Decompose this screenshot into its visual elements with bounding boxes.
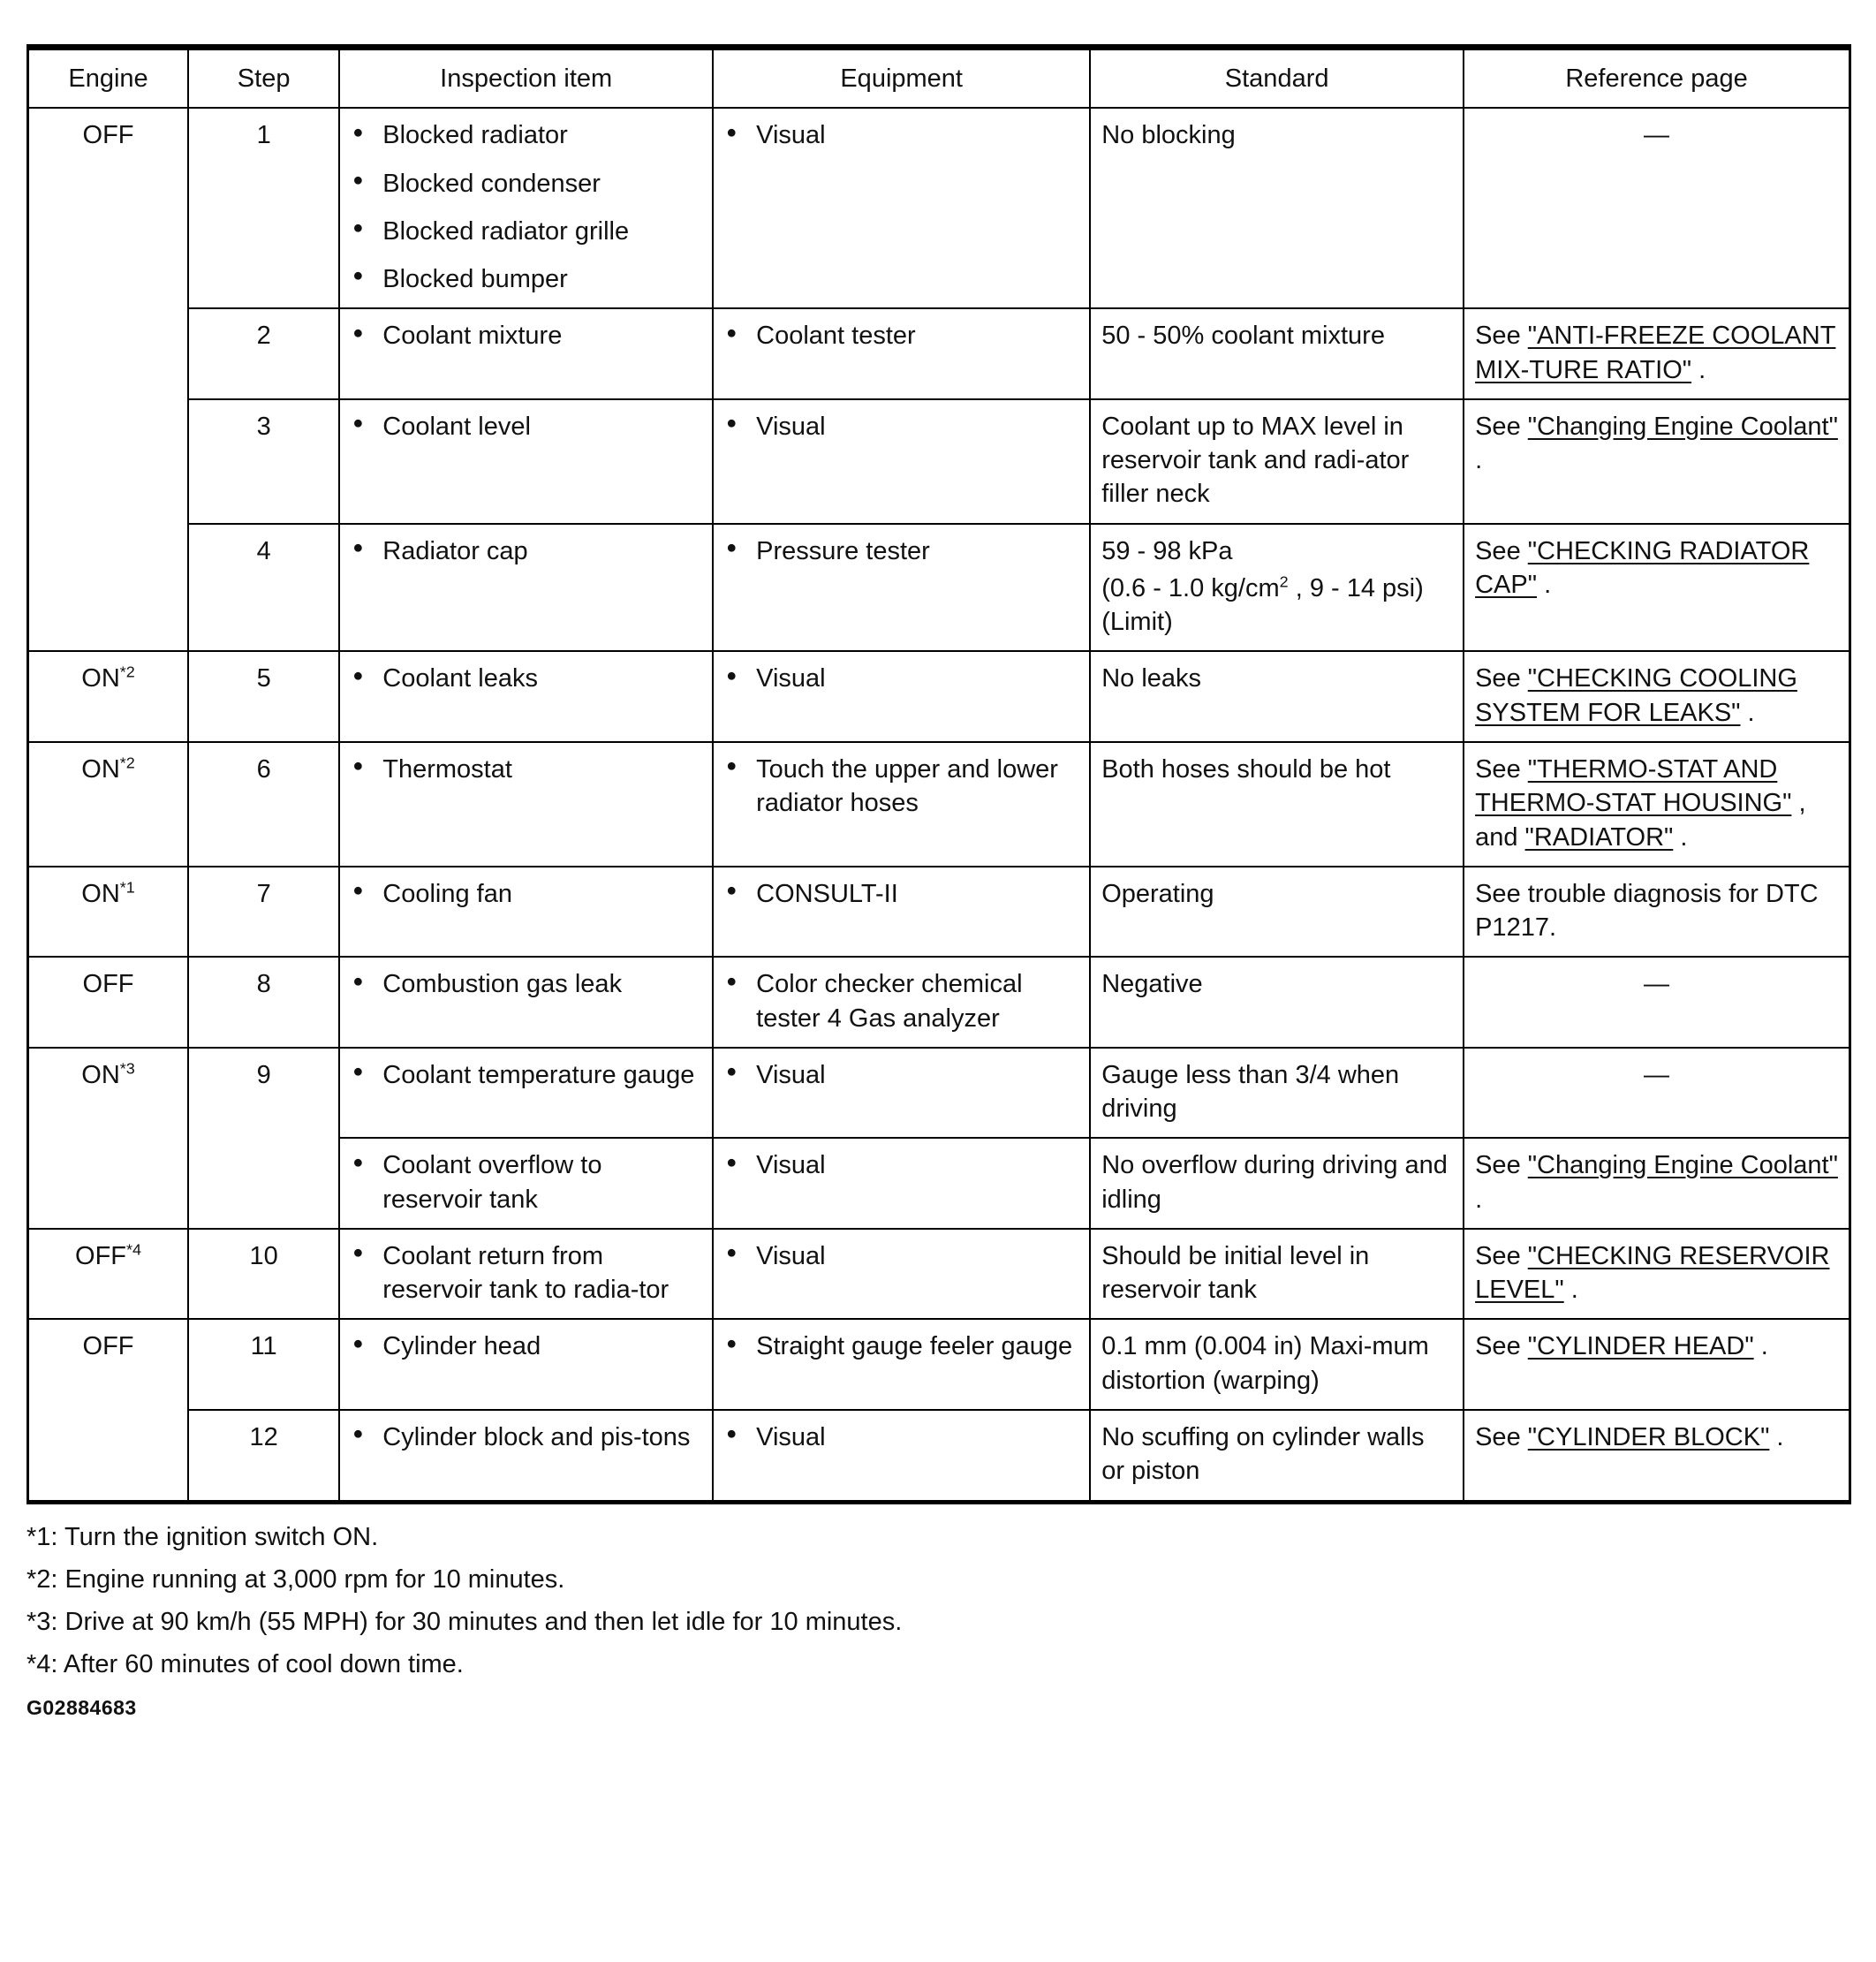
reference-cell xyxy=(1464,1229,1850,1320)
equipment-cell xyxy=(713,1410,1090,1502)
engine-state-cell xyxy=(28,742,189,867)
standard-cell: Negative xyxy=(1090,957,1464,1048)
inspection-item-cell xyxy=(339,1048,713,1139)
superscript: 2 xyxy=(1279,572,1289,591)
reference-cell xyxy=(1464,1319,1850,1410)
inspection-item-cell xyxy=(339,1319,713,1410)
table-row xyxy=(28,867,1850,958)
reference-link[interactable]: "Changing Engine Coolant" xyxy=(1527,1151,1838,1180)
reference-suffix: . xyxy=(1673,822,1688,852)
equipment-cell xyxy=(713,867,1090,958)
standard-cell: No leaks xyxy=(1090,651,1464,742)
engine-footnote-marker: *3 xyxy=(119,1059,135,1078)
inspection-item-cell xyxy=(339,1138,713,1229)
reference-suffix: . xyxy=(1769,1422,1784,1451)
standard-cell: No overflow during driving and idling xyxy=(1090,1138,1464,1229)
step-cell: 8 xyxy=(188,957,339,1048)
engine-state: ON xyxy=(81,664,120,693)
engine-state-cell xyxy=(28,957,189,1048)
inspection-item-cell xyxy=(339,108,713,308)
table-row xyxy=(28,399,1850,524)
standard-cell: Gauge less than 3/4 when driving xyxy=(1090,1048,1464,1139)
step-cell: 11 xyxy=(188,1319,339,1410)
reference-suffix: . xyxy=(1753,1332,1768,1361)
inspection-item: ● Cooling fan xyxy=(351,877,701,911)
inspection-table xyxy=(26,44,1851,1504)
footnote: *4: After 60 minutes of cool down time. xyxy=(26,1650,464,1679)
engine-state-cell xyxy=(28,1319,189,1502)
inspection-item-cell xyxy=(339,1229,713,1320)
reference-link[interactable]: "CHECKING COOLING SYSTEM FOR LEAKS" xyxy=(1475,664,1797,727)
reference-prefix: See xyxy=(1475,1422,1528,1451)
inspection-item: ● Coolant leaks xyxy=(351,662,701,695)
engine-footnote-marker: *1 xyxy=(119,878,135,897)
engine-state: ON xyxy=(81,879,120,908)
standard-cell: Operating xyxy=(1090,867,1464,958)
reference-cell xyxy=(1464,399,1850,524)
equipment-cell xyxy=(713,399,1090,524)
reference-suffix: . xyxy=(1691,355,1706,384)
column-header-engine: Engine xyxy=(28,48,189,109)
table-row xyxy=(28,108,1850,308)
equipment-cell xyxy=(713,742,1090,867)
reference-link[interactable]: "CHECKING RESERVOIR LEVEL" xyxy=(1475,1241,1830,1305)
inspection-item-cell xyxy=(339,651,713,742)
standard-cell: Both hoses should be hot xyxy=(1090,742,1464,867)
step-cell: 5 xyxy=(188,651,339,742)
engine-footnote-marker: *4 xyxy=(126,1240,142,1259)
reference-cell xyxy=(1464,651,1850,742)
inspection-item-cell xyxy=(339,399,713,524)
standard-cell: 50 - 50% coolant mixture xyxy=(1090,308,1464,399)
table-row xyxy=(28,651,1850,742)
reference-cell: — xyxy=(1464,108,1850,308)
equipment-item: ● CONSULT-II xyxy=(724,877,1078,911)
reference-joiner: , and xyxy=(1475,789,1806,852)
equipment-item: ● Touch the upper and lower radiator hoses xyxy=(724,753,1078,821)
standard-cell: No scuffing on cylinder walls or piston xyxy=(1090,1410,1464,1502)
equipment-item: ● Visual xyxy=(724,662,1078,695)
inspection-item: ● Thermostat xyxy=(351,753,701,786)
engine-state: ON xyxy=(81,754,120,784)
inspection-item: ● Cylinder block and pis-tons xyxy=(351,1420,701,1454)
reference-link[interactable]: "RADIATOR" xyxy=(1524,822,1674,852)
engine-state-cell xyxy=(28,651,189,742)
table-row xyxy=(28,308,1850,399)
engine-state: OFF xyxy=(75,1241,127,1270)
step-cell: 9 xyxy=(188,1048,339,1229)
reference-prefix: See xyxy=(1475,1332,1528,1361)
reference-link[interactable]: "Changing Engine Coolant" xyxy=(1527,412,1838,441)
table-row xyxy=(28,1229,1850,1320)
equipment-cell xyxy=(713,1048,1090,1139)
reference-prefix: See xyxy=(1475,322,1528,351)
step-cell: 4 xyxy=(188,524,339,652)
step-cell: 2 xyxy=(188,308,339,399)
engine-footnote-marker: *2 xyxy=(119,663,135,681)
engine-state: OFF xyxy=(82,1332,134,1361)
standard-line: 59 - 98 kPa xyxy=(1101,536,1233,565)
reference-suffix: . xyxy=(1740,698,1755,727)
footnote: *3: Drive at 90 km/h (55 MPH) for 30 minutes and then let idle for 10 minutes. xyxy=(26,1608,903,1637)
standard-cell xyxy=(1090,524,1464,652)
engine-state-cell xyxy=(28,1048,189,1229)
inspection-item: ● Coolant level xyxy=(351,410,701,443)
table-row xyxy=(28,1048,1850,1139)
engine-state-cell xyxy=(28,867,189,958)
reference-link[interactable]: "CYLINDER HEAD" xyxy=(1527,1332,1754,1361)
footnote: *2: Engine running at 3,000 rpm for 10 minutes. xyxy=(26,1564,565,1594)
standard-cell: 0.1 mm (0.004 in) Maxi-mum distortion (warping) xyxy=(1090,1319,1464,1410)
column-header-reference-page: Reference page xyxy=(1464,48,1850,109)
reference-suffix: . xyxy=(1475,446,1483,475)
equipment-cell xyxy=(713,957,1090,1048)
inspection-item: ● Coolant overflow to reservoir tank xyxy=(351,1148,701,1216)
equipment-cell xyxy=(713,1229,1090,1320)
equipment-item: ● Straight gauge feeler gauge xyxy=(724,1329,1078,1363)
reference-prefix: See xyxy=(1475,1241,1528,1270)
reference-cell xyxy=(1464,524,1850,652)
engine-state-cell xyxy=(28,108,189,651)
reference-prefix: See xyxy=(1475,1151,1528,1180)
reference-cell: See trouble diagnosis for DTC P1217. xyxy=(1464,867,1850,958)
inspection-item: ● Combustion gas leak xyxy=(351,967,701,1001)
inspection-item: ● Radiator cap xyxy=(351,534,701,568)
inspection-item: ● Blocked radiator grille xyxy=(351,215,701,248)
reference-prefix: See xyxy=(1475,664,1528,693)
equipment-cell xyxy=(713,651,1090,742)
equipment-item: ● Visual xyxy=(724,1239,1078,1273)
step-cell: 1 xyxy=(188,108,339,308)
inspection-item-cell xyxy=(339,867,713,958)
inspection-item: ● Blocked condenser xyxy=(351,167,701,201)
reference-suffix: . xyxy=(1563,1276,1578,1305)
inspection-item: ● Cylinder head xyxy=(351,1329,701,1363)
standard-cell: Should be initial level in reservoir tank xyxy=(1090,1229,1464,1320)
standard-line: (0.6 - 1.0 kg/cm$^2$ , 9 - 14 psi) (Limit) xyxy=(1101,572,1424,637)
table-row xyxy=(28,1319,1850,1410)
inspection-item-cell xyxy=(339,308,713,399)
inspection-item: ● Blocked radiator xyxy=(351,118,701,152)
reference-cell xyxy=(1464,1410,1850,1502)
reference-prefix: See xyxy=(1475,412,1528,441)
step-cell: 7 xyxy=(188,867,339,958)
engine-state: OFF xyxy=(82,970,134,999)
reference-cell xyxy=(1464,742,1850,867)
equipment-item: ● Visual xyxy=(724,410,1078,443)
table-row xyxy=(28,1410,1850,1502)
table-row xyxy=(28,742,1850,867)
reference-suffix: . xyxy=(1475,1185,1483,1214)
engine-state: ON xyxy=(81,1060,120,1089)
equipment-cell xyxy=(713,1319,1090,1410)
step-cell: 12 xyxy=(188,1410,339,1502)
inspection-item: ● Coolant mixture xyxy=(351,319,701,352)
reference-prefix: See xyxy=(1475,536,1528,565)
standard-cell: No blocking xyxy=(1090,108,1464,308)
figure-id: G02884683 xyxy=(26,1695,137,1719)
inspection-item: ● Blocked bumper xyxy=(351,262,701,296)
inspection-item: ● Coolant return from reservoir tank to radia-tor xyxy=(351,1239,701,1307)
reference-cell xyxy=(1464,308,1850,399)
step-cell: 10 xyxy=(188,1229,339,1320)
table-row xyxy=(28,524,1850,652)
reference-link[interactable]: "ANTI-FREEZE COOLANT MIX-TURE RATIO" xyxy=(1475,322,1836,384)
equipment-item: ● Visual xyxy=(724,1420,1078,1454)
equipment-item: ● Visual xyxy=(724,118,1078,152)
reference-prefix: See xyxy=(1475,754,1528,784)
equipment-item: ● Coolant tester xyxy=(724,319,1078,352)
equipment-item: ● Pressure tester xyxy=(724,534,1078,568)
header-row xyxy=(28,48,1850,109)
equipment-cell xyxy=(713,1138,1090,1229)
column-header-step: Step xyxy=(188,48,339,109)
reference-cell: — xyxy=(1464,957,1850,1048)
standard-cell: Coolant up to MAX level in reservoir tank and radi-ator filler neck xyxy=(1090,399,1464,524)
equipment-cell xyxy=(713,308,1090,399)
equipment-cell xyxy=(713,524,1090,652)
equipment-cell xyxy=(713,108,1090,308)
equipment-item: ● Visual xyxy=(724,1058,1078,1092)
inspection-item-cell xyxy=(339,1410,713,1502)
inspection-item: ● Coolant temperature gauge xyxy=(351,1058,701,1092)
column-header-inspection-item: Inspection item xyxy=(339,48,713,109)
column-header-standard: Standard xyxy=(1090,48,1464,109)
table-row xyxy=(28,957,1850,1048)
inspection-item-cell xyxy=(339,957,713,1048)
equipment-item: ● Color checker chemical tester 4 Gas analyzer xyxy=(724,967,1078,1035)
reference-link[interactable]: "CYLINDER BLOCK" xyxy=(1527,1422,1770,1451)
footnote: *1: Turn the ignition switch ON. xyxy=(26,1522,379,1551)
equipment-item: ● Visual xyxy=(724,1148,1078,1182)
inspection-item-cell xyxy=(339,524,713,652)
column-header-equipment: Equipment xyxy=(713,48,1090,109)
inspection-item-cell xyxy=(339,742,713,867)
reference-link[interactable]: "THERMO-STAT AND THERMO-STAT HOUSING" xyxy=(1475,754,1792,818)
footnotes xyxy=(26,1520,1851,1682)
reference-link[interactable]: "CHECKING RADIATOR CAP" xyxy=(1475,536,1810,599)
engine-state: OFF xyxy=(82,121,134,150)
reference-cell: — xyxy=(1464,1048,1850,1139)
reference-cell xyxy=(1464,1138,1850,1229)
engine-footnote-marker: *2 xyxy=(119,754,135,772)
step-cell: 6 xyxy=(188,742,339,867)
engine-state-cell xyxy=(28,1229,189,1320)
reference-suffix: . xyxy=(1537,570,1552,599)
step-cell: 3 xyxy=(188,399,339,524)
